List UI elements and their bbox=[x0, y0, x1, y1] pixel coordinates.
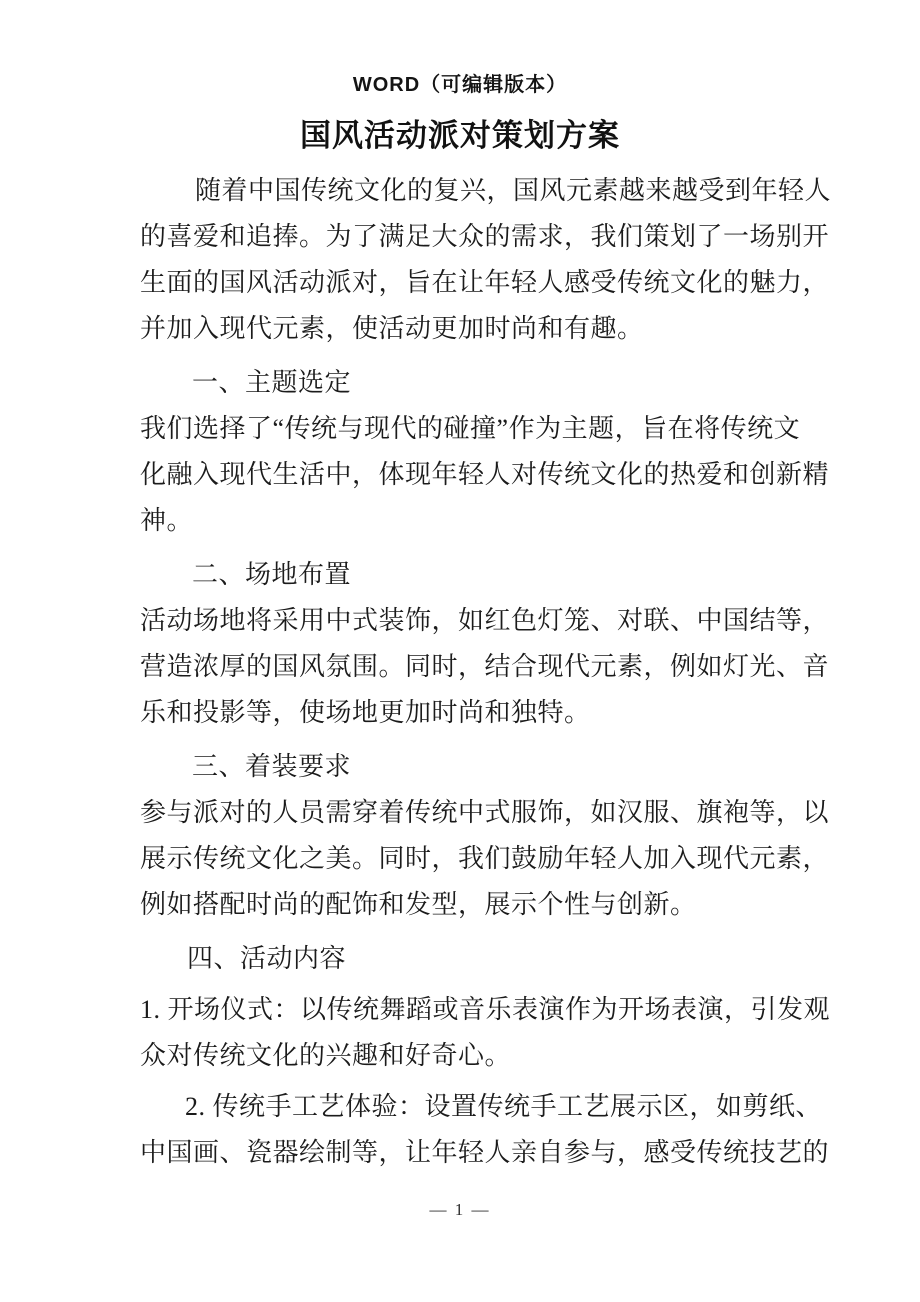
section-heading-dresscode: 三、着装要求 bbox=[192, 752, 352, 781]
page-title: 国风活动派对策划方案 bbox=[300, 118, 620, 153]
section-dresscode-line: 例如搭配时尚的配饰和发型，展示个性与创新。 bbox=[140, 890, 697, 919]
page-number: — 1 — bbox=[429, 1200, 491, 1219]
section-theme-line: 化融入现代生活中，体现年轻人对传统文化的热爱和创新精 bbox=[140, 460, 830, 489]
activity-item-1-line: 1. 开场仪式：以传统舞蹈或音乐表演作为开场表演，引发观 bbox=[140, 995, 831, 1024]
intro-paragraph-line: 随着中国传统文化的复兴，国风元素越来越受到年轻人 bbox=[195, 176, 832, 205]
section-venue-line: 乐和投影等，使场地更加时尚和独特。 bbox=[140, 698, 591, 727]
section-venue-line: 营造浓厚的国风氛围。同时，结合现代元素，例如灯光、音 bbox=[140, 652, 830, 681]
section-theme-line: 我们选择了“传统与现代的碰撞”作为主题，旨在将传统文 bbox=[140, 414, 801, 443]
section-heading-venue: 二、场地布置 bbox=[192, 560, 352, 589]
activity-item-2-line: 中国画、瓷器绘制等，让年轻人亲自参与，感受传统技艺的 bbox=[140, 1138, 830, 1167]
document-header: WORD（可编辑版本） bbox=[352, 74, 568, 96]
activity-item-1-line: 众对传统文化的兴趣和好奇心。 bbox=[140, 1041, 512, 1070]
activity-item-2-line: 2. 传统手工艺体验：设置传统手工艺展示区，如剪纸、 bbox=[185, 1092, 823, 1121]
section-heading-activities: 四、活动内容 bbox=[187, 944, 347, 973]
section-theme-line: 神。 bbox=[140, 506, 194, 535]
section-dresscode-line: 参与派对的人员需穿着传统中式服饰，如汉服、旗袍等，以 bbox=[140, 798, 830, 827]
intro-paragraph-line: 的喜爱和追捧。为了满足大众的需求，我们策划了一场别开 bbox=[140, 222, 830, 251]
section-heading-theme: 一、主题选定 bbox=[192, 368, 352, 397]
section-dresscode-line: 展示传统文化之美。同时，我们鼓励年轻人加入现代元素， bbox=[140, 844, 830, 873]
document-body bbox=[140, 168, 832, 1176]
section-venue-line: 活动场地将采用中式装饰，如红色灯笼、对联、中国结等， bbox=[140, 606, 830, 635]
intro-paragraph-line: 并加入现代元素，使活动更加时尚和有趣。 bbox=[140, 314, 644, 343]
intro-paragraph-line: 生面的国风活动派对，旨在让年轻人感受传统文化的魅力， bbox=[140, 268, 830, 297]
